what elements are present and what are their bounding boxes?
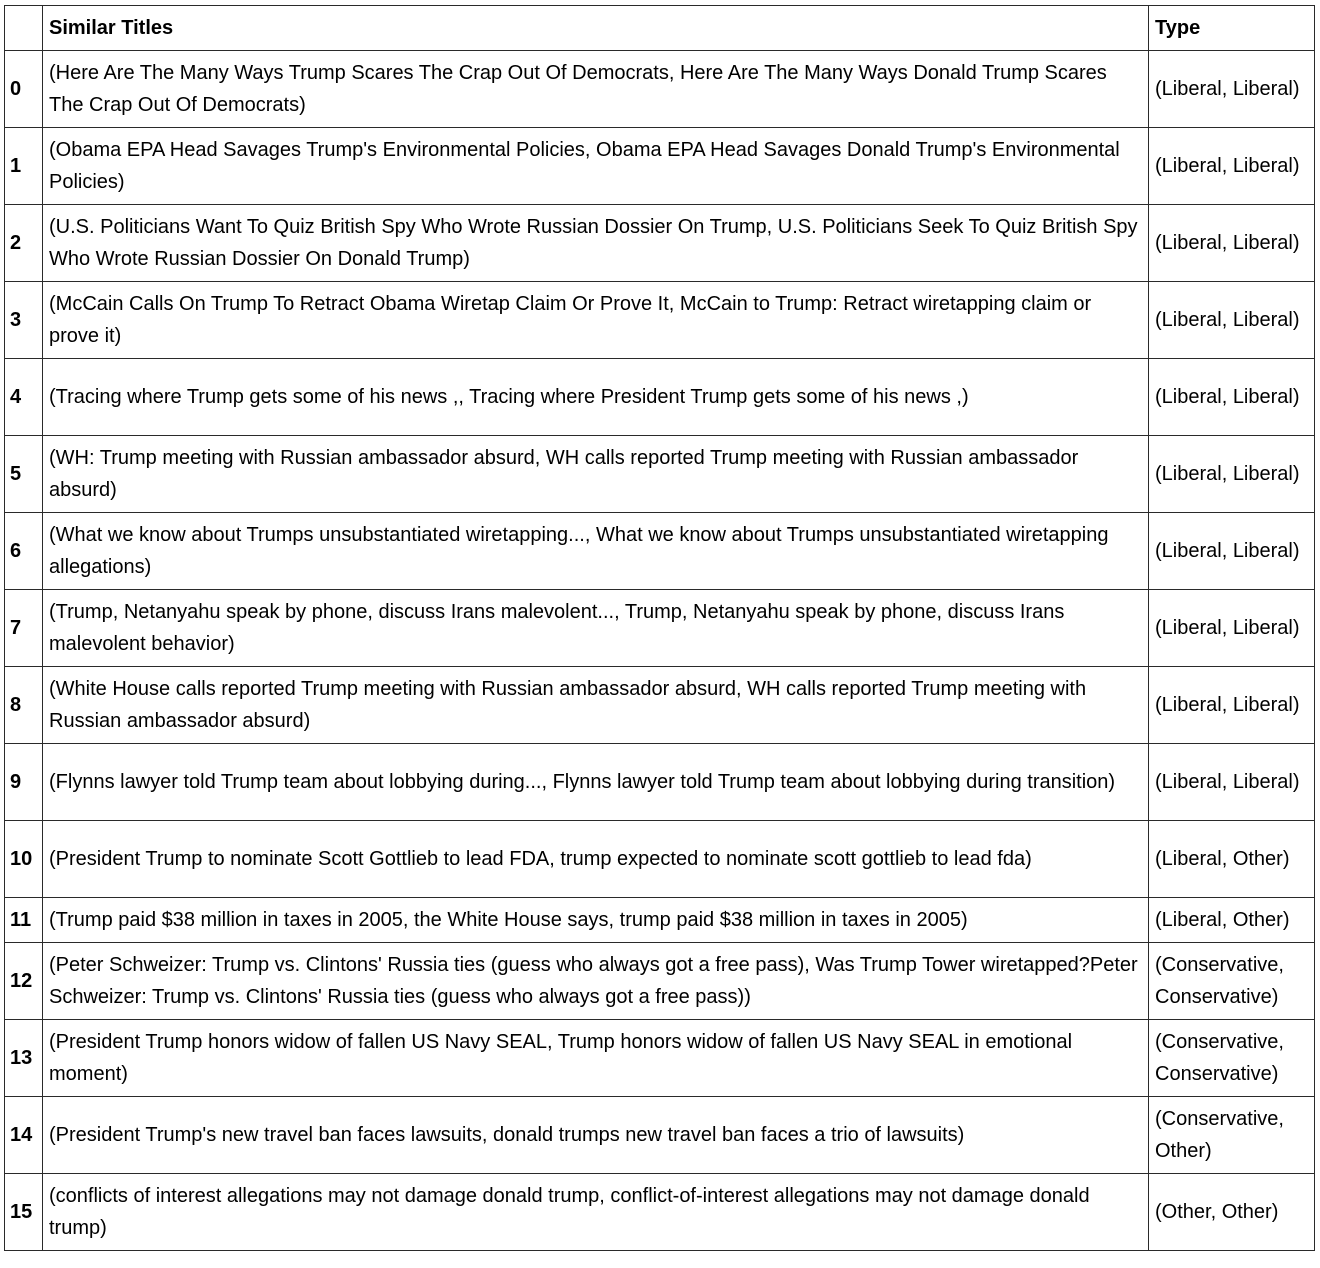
row-type: (Liberal, Liberal): [1149, 282, 1315, 359]
row-title: (WH: Trump meeting with Russian ambassador absurd, WH calls reported Trump meeting with Russian ambassador absurd): [43, 436, 1149, 513]
header-index: [5, 6, 43, 51]
row-type: (Other, Other): [1149, 1174, 1315, 1251]
row-type: (Liberal, Liberal): [1149, 128, 1315, 205]
row-title: (Peter Schweizer: Trump vs. Clintons' Russia ties (guess who always got a free pass), Was Trump Tower wiretapped?Peter Schweizer: Trump vs. Clintons' Russia ties (guess who always got a free pass)): [43, 943, 1149, 1020]
row-index: 10: [5, 821, 43, 898]
table-row: [5, 436, 1315, 513]
row-type: (Conservative, Conservative): [1149, 1020, 1315, 1097]
table-row: [5, 821, 1315, 898]
header-similar-titles: Similar Titles: [43, 6, 1149, 51]
row-title: (Flynns lawyer told Trump team about lobbying during..., Flynns lawyer told Trump team about lobbying during transition): [43, 744, 1149, 821]
row-type: (Liberal, Other): [1149, 821, 1315, 898]
header-type: Type: [1149, 6, 1315, 51]
row-type: (Liberal, Liberal): [1149, 590, 1315, 667]
row-index: 15: [5, 1174, 43, 1251]
row-title: (President Trump's new travel ban faces lawsuits, donald trumps new travel ban faces a trio of lawsuits): [43, 1097, 1149, 1174]
similar-titles-table: [4, 5, 1315, 1251]
row-type: (Conservative, Conservative): [1149, 943, 1315, 1020]
row-type: (Liberal, Liberal): [1149, 359, 1315, 436]
table-row: [5, 51, 1315, 128]
table-row: [5, 513, 1315, 590]
table-row: [5, 128, 1315, 205]
table-row: [5, 1097, 1315, 1174]
row-index: 13: [5, 1020, 43, 1097]
row-title: (Trump paid $38 million in taxes in 2005, the White House says, trump paid $38 million in taxes in 2005): [43, 898, 1149, 943]
table-row: [5, 943, 1315, 1020]
row-title: (Trump, Netanyahu speak by phone, discuss Irans malevolent..., Trump, Netanyahu speak by phone, discuss Irans malevolent behavior): [43, 590, 1149, 667]
row-title: (conflicts of interest allegations may not damage donald trump, conflict-of-interest allegations may not damage donald trump): [43, 1174, 1149, 1251]
row-index: 1: [5, 128, 43, 205]
row-index: 3: [5, 282, 43, 359]
table-row: [5, 282, 1315, 359]
row-index: 9: [5, 744, 43, 821]
row-title: (President Trump honors widow of fallen US Navy SEAL, Trump honors widow of fallen US Navy SEAL in emotional moment): [43, 1020, 1149, 1097]
row-type: (Liberal, Liberal): [1149, 51, 1315, 128]
row-type: (Liberal, Other): [1149, 898, 1315, 943]
row-type: (Liberal, Liberal): [1149, 205, 1315, 282]
header-row: [5, 6, 1315, 51]
row-index: 14: [5, 1097, 43, 1174]
row-title: (Here Are The Many Ways Trump Scares The Crap Out Of Democrats, Here Are The Many Ways Donald Trump Scares The Crap Out Of Democrats): [43, 51, 1149, 128]
table-row: [5, 590, 1315, 667]
row-type: (Conservative, Other): [1149, 1097, 1315, 1174]
row-index: 5: [5, 436, 43, 513]
row-type: (Liberal, Liberal): [1149, 667, 1315, 744]
row-index: 7: [5, 590, 43, 667]
table-row: [5, 205, 1315, 282]
row-type: (Liberal, Liberal): [1149, 513, 1315, 590]
row-title: (White House calls reported Trump meeting with Russian ambassador absurd, WH calls reported Trump meeting with Russian ambassador absurd): [43, 667, 1149, 744]
row-index: 4: [5, 359, 43, 436]
row-type: (Liberal, Liberal): [1149, 744, 1315, 821]
table-row: [5, 744, 1315, 821]
row-index: 6: [5, 513, 43, 590]
row-title: (What we know about Trumps unsubstantiated wiretapping..., What we know about Trumps unsubstantiated wiretapping allegations): [43, 513, 1149, 590]
table-row: [5, 1174, 1315, 1251]
row-index: 0: [5, 51, 43, 128]
row-title: (McCain Calls On Trump To Retract Obama Wiretap Claim Or Prove It, McCain to Trump: Retract wiretapping claim or prove it): [43, 282, 1149, 359]
table-row: [5, 667, 1315, 744]
row-index: 2: [5, 205, 43, 282]
row-index: 12: [5, 943, 43, 1020]
row-title: (Tracing where Trump gets some of his news ,, Tracing where President Trump gets some of his news ,): [43, 359, 1149, 436]
row-title: (President Trump to nominate Scott Gottlieb to lead FDA, trump expected to nominate scott gottlieb to lead fda): [43, 821, 1149, 898]
table-row: [5, 1020, 1315, 1097]
row-title: (Obama EPA Head Savages Trump's Environmental Policies, Obama EPA Head Savages Donald Trump's Environmental Policies): [43, 128, 1149, 205]
row-index: 8: [5, 667, 43, 744]
row-index: 11: [5, 898, 43, 943]
row-title: (U.S. Politicians Want To Quiz British Spy Who Wrote Russian Dossier On Trump, U.S. Politicians Seek To Quiz British Spy Who Wrote Russian Dossier On Donald Trump): [43, 205, 1149, 282]
table-row: [5, 898, 1315, 943]
row-type: (Liberal, Liberal): [1149, 436, 1315, 513]
table-row: [5, 359, 1315, 436]
